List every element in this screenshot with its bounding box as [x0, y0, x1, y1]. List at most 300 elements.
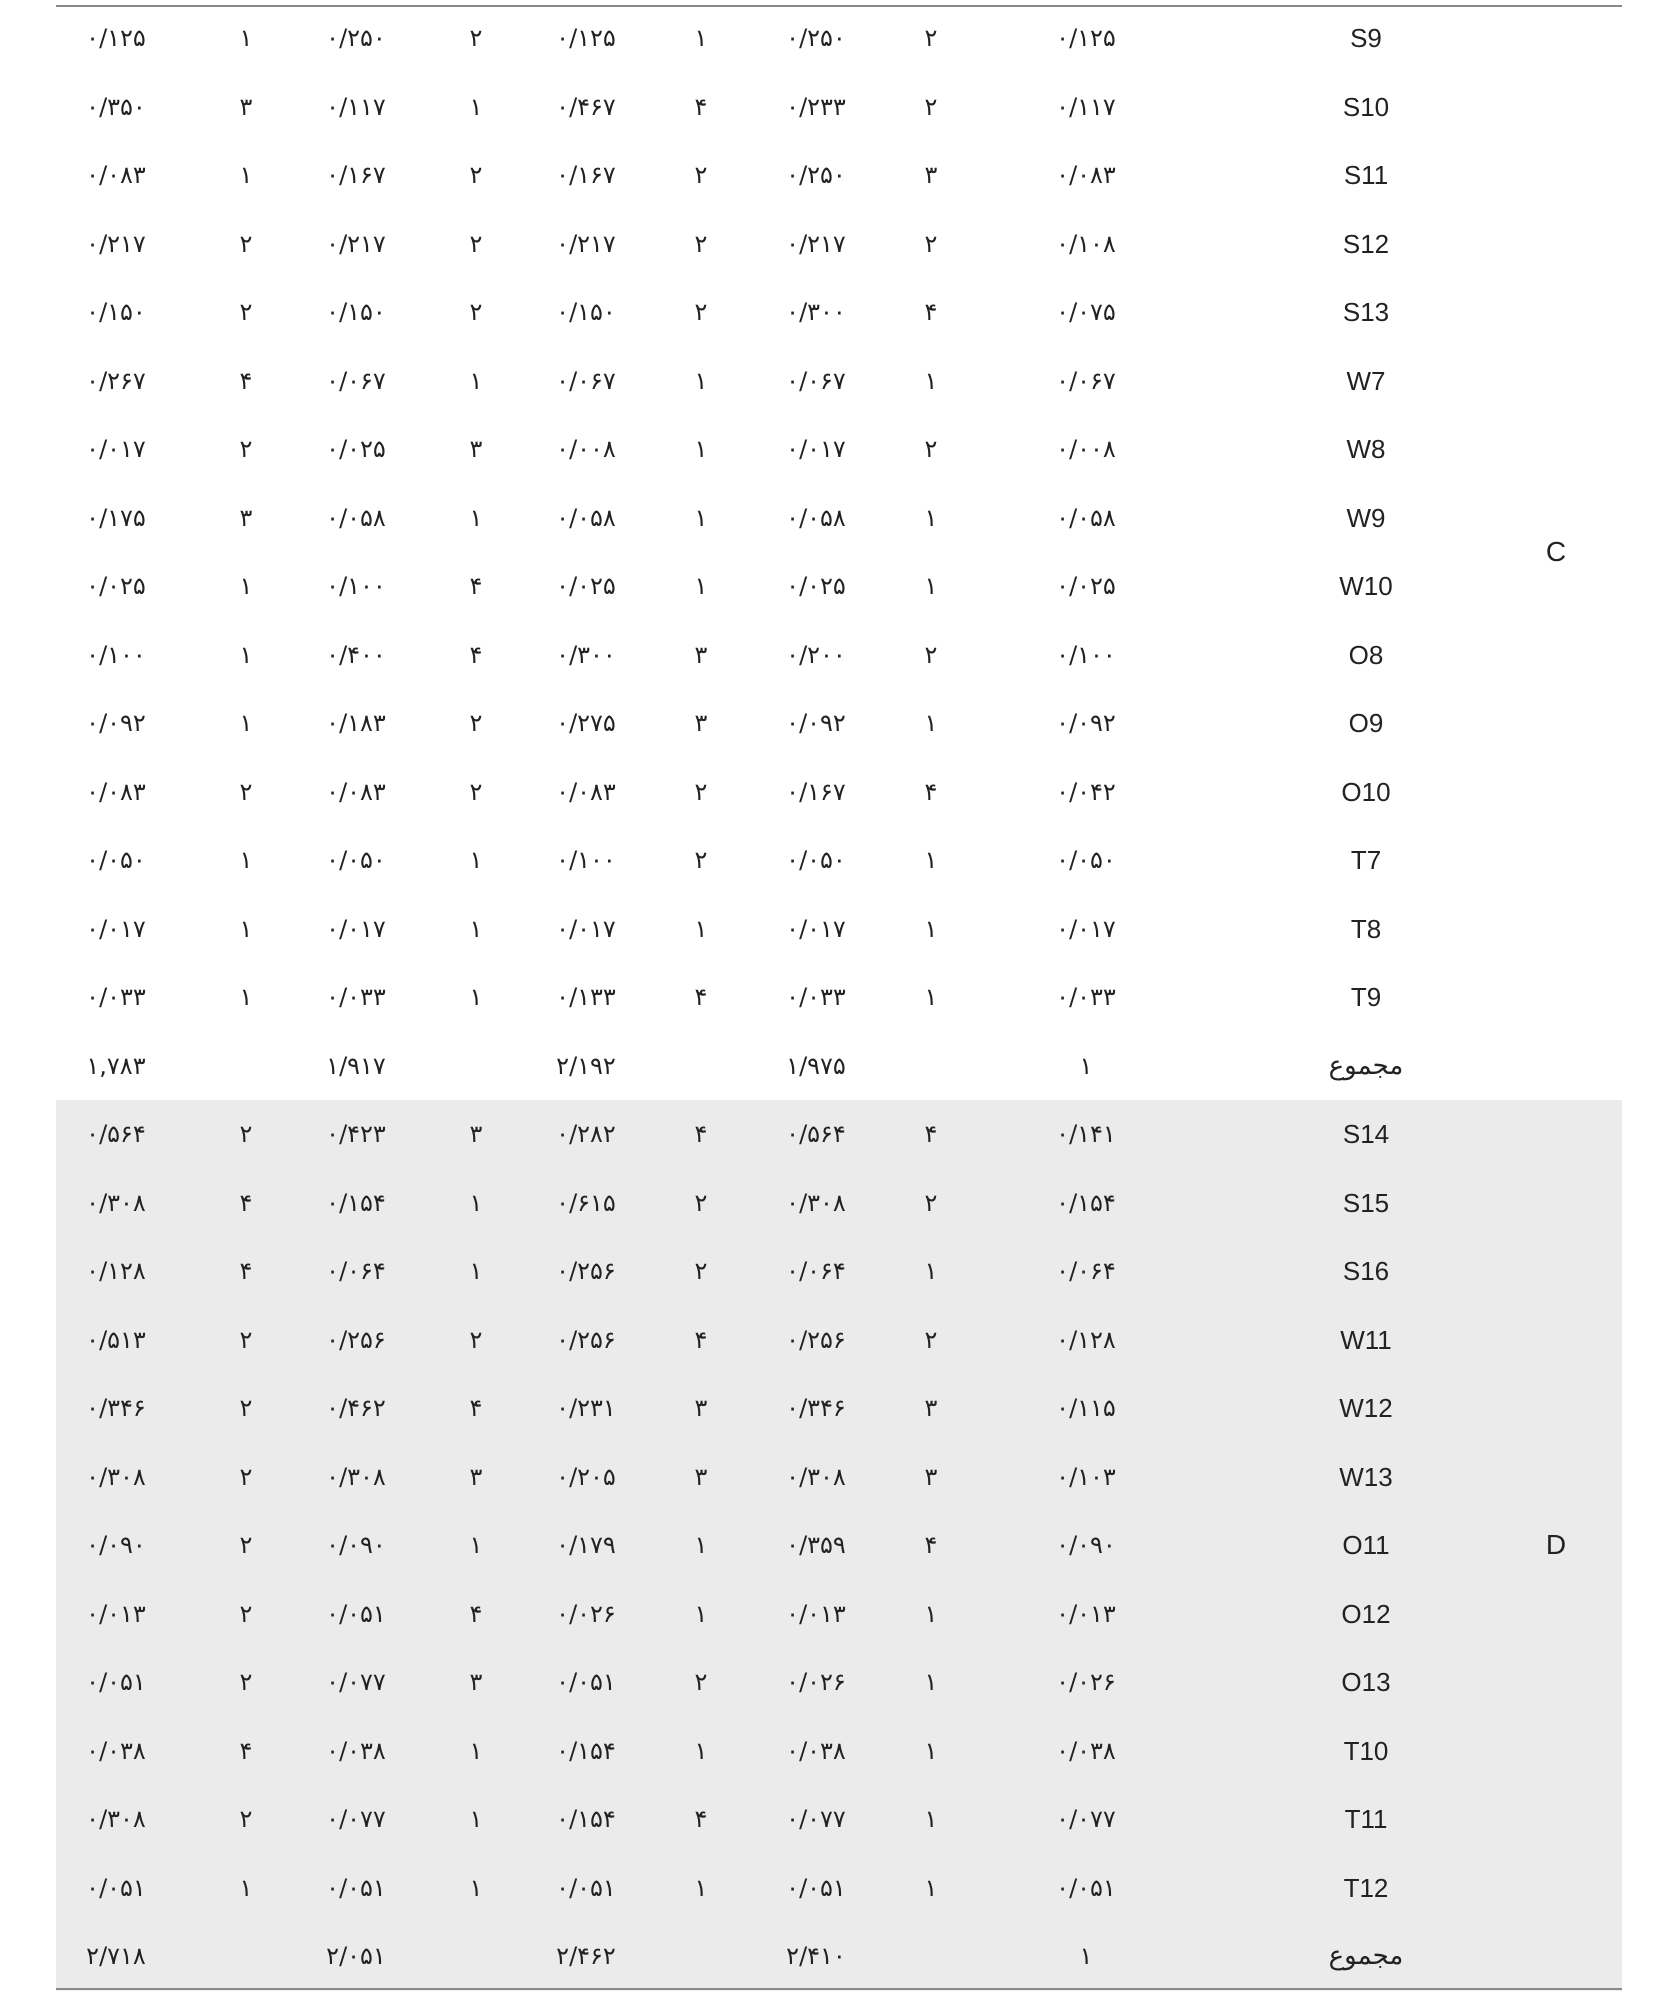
table-cell-r4: ۴	[239, 366, 253, 395]
table-cell-w: ۰/۰۶۷	[1056, 366, 1116, 395]
table-cell-r1: ۱	[924, 1257, 938, 1285]
table-row	[56, 4, 1622, 73]
table-cell-r4: ۲	[239, 1120, 253, 1148]
table-cell-factor: T11	[1344, 1804, 1388, 1834]
table-cell-s4: ۰/۰۲۵	[86, 572, 146, 600]
table-cell-r4: ۱	[239, 572, 253, 600]
table-cell-w: ۰/۱۱۷	[1056, 92, 1116, 121]
table-cell-s2: ۰/۱۵۰	[556, 298, 616, 326]
table-cell-s1: ۰/۲۵۰	[786, 24, 846, 52]
table-cell-factor: S15	[1342, 1187, 1390, 1218]
table-total-row	[56, 1922, 1622, 1991]
table-cell-factor: S10	[1342, 91, 1390, 122]
table-cell-s4: ۰/۱۵۰	[86, 298, 146, 326]
table-cell-s3: ۰/۳۰۸	[326, 1462, 386, 1491]
table-cell-s2: ۰/۰۵۸	[556, 503, 616, 532]
table-row	[56, 484, 1622, 553]
table-cell-s2: ۰/۲۱۷	[556, 229, 616, 258]
table-cell-r4: ۴	[239, 1257, 253, 1285]
table-cell-w: ۰/۰۲۵	[1056, 572, 1116, 600]
table-cell-s4: ۰/۰۱۷	[86, 435, 146, 463]
table-cell-r3: ۱	[469, 1531, 483, 1559]
table-cell-s3: ۰/۰۵۰	[326, 846, 386, 874]
table-cell-s1: ۰/۰۲۶	[786, 1668, 846, 1696]
table-cell-s3: ۰/۰۶۴	[326, 1257, 386, 1285]
table-cell-s2: ۰/۱۵۴	[556, 1805, 616, 1833]
table-cell-r1: ۱	[924, 572, 938, 600]
table-cell-s1: ۰/۰۱۷	[786, 914, 846, 943]
table-cell-s2: ۰/۰۲۶	[556, 1599, 616, 1628]
table-cell-r1: ۴	[924, 1531, 938, 1559]
table-row	[56, 621, 1622, 690]
table-cell-r4: ۲	[239, 777, 253, 806]
table-cell-s2: ۰/۲۵۶	[556, 1325, 616, 1354]
table-cell-s3: ۰/۰۷۷	[326, 1668, 386, 1696]
table-cell-r4: ۲	[239, 298, 253, 326]
table-cell-s4: ۰/۱۲۵	[86, 24, 146, 52]
table-cell-s3: ۰/۱۸۳	[326, 709, 386, 737]
table-cell-s2: ۲/۱۹۲	[556, 1051, 616, 1080]
table-cell-r2: ۴	[694, 983, 708, 1011]
table-cell-w: ۰/۰۳۳	[1056, 983, 1116, 1011]
table-cell-r3: ۴	[469, 1599, 483, 1628]
table-cell-r2: ۱	[694, 435, 708, 463]
table-cell-s1: ۰/۳۰۸	[786, 1188, 846, 1217]
table-cell-s2: ۰/۰۱۷	[556, 914, 616, 943]
table-cell-s4: ۰/۵۱۳	[86, 1325, 146, 1354]
table-row	[56, 758, 1622, 827]
table-cell-r3: ۱	[469, 92, 483, 121]
table-cell-s4: ۰/۰۹۲	[86, 709, 146, 737]
table-cell-r2: ۲	[694, 1668, 708, 1696]
table-cell-r1	[891, 1032, 971, 1101]
table-cell-s3: ۰/۲۱۷	[326, 229, 386, 258]
table-cell-s2: ۰/۲۷۵	[556, 709, 616, 737]
table-cell-w: ۰/۰۹۲	[1056, 709, 1116, 737]
table-cell-s2: ۲/۴۶۲	[556, 1942, 616, 1970]
table-row	[56, 1648, 1622, 1717]
table-cell-s4: ۰/۱۰۰	[86, 640, 146, 669]
table-row	[56, 347, 1622, 416]
table-cell-factor: W11	[1340, 1324, 1392, 1355]
table-cell-r3	[436, 1032, 516, 1101]
table-cell-s3: ۰/۱۵۴	[326, 1188, 386, 1217]
table-cell-w: ۰/۱۰۸	[1056, 229, 1116, 258]
table-cell-r4: ۲	[239, 229, 253, 258]
table-cell-r4: ۴	[239, 1736, 253, 1765]
table-cell-w: ۰/۱۲۸	[1056, 1325, 1116, 1354]
table-cell-s4: ۰/۰۸۳	[86, 161, 146, 189]
table-cell-w: ۰/۰۴۲	[1056, 777, 1116, 806]
table-row	[56, 689, 1622, 758]
table-cell-s3: ۰/۲۵۶	[326, 1325, 386, 1354]
table-cell-factor: مجموع	[1328, 1050, 1404, 1081]
table-row	[56, 1580, 1622, 1649]
table-cell-s2: ۰/۰۰۸	[556, 435, 616, 463]
table-cell-r4: ۲	[239, 1462, 253, 1491]
table-cell-w: ۰/۰۷۵	[1056, 298, 1116, 326]
table-cell-r2: ۱	[694, 366, 708, 395]
table-cell-s1: ۰/۳۴۶	[786, 1394, 846, 1422]
table-cell-r3: ۳	[469, 435, 483, 463]
table-cell-s3: ۰/۲۵۰	[326, 24, 386, 52]
table-cell-r4: ۱	[239, 846, 253, 874]
table-cell-s3: ۰/۰۶۷	[326, 366, 386, 395]
table-cell-r1: ۳	[924, 1394, 938, 1422]
table-cell-s4: ۱,۷۸۳	[86, 1051, 146, 1080]
table-cell-s1: ۰/۵۶۴	[786, 1120, 846, 1148]
table-cell-r3: ۲	[469, 229, 483, 258]
table-cell-s3: ۰/۰۷۷	[326, 1805, 386, 1833]
table-row	[56, 1237, 1622, 1306]
table-cell-r1: ۱	[924, 1668, 938, 1696]
table-cell-s2: ۰/۰۶۷	[556, 366, 616, 395]
table-cell-s2: ۰/۲۸۲	[556, 1120, 616, 1148]
table-bottom-rule	[56, 1988, 1622, 1990]
table-cell-r4: ۱	[239, 983, 253, 1011]
table-cell-s2: ۰/۱۷۹	[556, 1531, 616, 1559]
table-cell-r2: ۲	[694, 229, 708, 258]
table-cell-r1: ۱	[924, 1599, 938, 1628]
table-cell-r2: ۲	[694, 777, 708, 806]
table-cell-s1: ۰/۳۰۰	[786, 298, 846, 326]
table-cell-s4: ۰/۰۱۷	[86, 914, 146, 943]
table-cell-s2: ۰/۱۳۳	[556, 983, 616, 1011]
table-cell-s4: ۰/۰۳۸	[86, 1736, 146, 1765]
table-cell-r2: ۲	[694, 1257, 708, 1285]
table-cell-r4: ۱	[239, 640, 253, 669]
table-cell-s4: ۰/۲۶۷	[86, 366, 146, 395]
table-cell-s4: ۰/۰۵۱	[86, 1668, 146, 1696]
table-cell-w: ۰/۰۲۶	[1056, 1668, 1116, 1696]
table-cell-s2: ۰/۰۲۵	[556, 572, 616, 600]
table-cell-r2: ۴	[694, 1325, 708, 1354]
table-row	[56, 963, 1622, 1032]
table-cell-s3: ۰/۴۶۲	[326, 1394, 386, 1422]
table-cell-r2	[661, 1922, 741, 1991]
table-cell-r1: ۲	[924, 435, 938, 463]
table-cell-s1: ۰/۳۵۹	[786, 1531, 846, 1559]
table-cell-r4: ۲	[239, 1394, 253, 1422]
table-cell-w: ۰/۱۰۳	[1056, 1462, 1116, 1491]
table-cell-s4: ۰/۳۰۸	[86, 1805, 146, 1833]
table-cell-r2: ۲	[694, 161, 708, 189]
table-cell-s2: ۰/۱۰۰	[556, 846, 616, 874]
table-row	[56, 826, 1622, 895]
table-cell-s3: ۰/۴۰۰	[326, 640, 386, 669]
table-cell-w: ۰/۰۶۴	[1056, 1257, 1116, 1285]
table-cell-r2: ۳	[694, 1462, 708, 1491]
table-cell-r1: ۲	[924, 229, 938, 258]
table-cell-w: ۰/۰۹۰	[1056, 1531, 1116, 1559]
table-cell-r4: ۱	[239, 161, 253, 189]
table-cell-r2: ۱	[694, 572, 708, 600]
table-cell-r2: ۱	[694, 24, 708, 52]
table-cell-s1: ۰/۰۵۰	[786, 846, 846, 874]
table-cell-s2: ۰/۲۳۱	[556, 1394, 616, 1422]
table-cell-r3	[436, 1922, 516, 1991]
table-cell-r4: ۱	[239, 709, 253, 737]
table-cell-s1: ۰/۲۳۳	[786, 92, 846, 121]
table-cell-w: ۰/۱۵۴	[1056, 1188, 1116, 1217]
table-cell-r2: ۴	[694, 92, 708, 121]
table-row	[56, 278, 1622, 347]
table-cell-s3: ۰/۰۵۱	[326, 1873, 386, 1902]
table-cell-r3: ۱	[469, 1188, 483, 1217]
table-cell-r3: ۲	[469, 161, 483, 189]
table-cell-r4	[206, 1032, 286, 1101]
table-cell-r3: ۱	[469, 1736, 483, 1765]
table-cell-r1: ۲	[924, 1325, 938, 1354]
table-cell-factor: T7	[1350, 845, 1382, 875]
table-cell-r3: ۱	[469, 503, 483, 532]
table-cell-r4: ۳	[239, 503, 253, 532]
table-cell-factor: T12	[1343, 1872, 1389, 1903]
table-cell-w: ۰/۱۰۰	[1056, 640, 1116, 669]
table-cell-w: ۰/۰۸۳	[1056, 161, 1116, 189]
table-row	[56, 73, 1622, 142]
table-cell-s3: ۰/۰۵۸	[326, 503, 386, 532]
table-cell-r3: ۳	[469, 1462, 483, 1491]
table-cell-factor: T9	[1350, 982, 1382, 1012]
table-cell-s2: ۰/۱۵۴	[556, 1736, 616, 1765]
table-cell-s2: ۰/۳۰۰	[556, 640, 616, 669]
table-row	[56, 552, 1622, 621]
table-cell-r2: ۲	[694, 1188, 708, 1217]
table-cell-r3: ۲	[469, 24, 483, 52]
table-cell-r3: ۴	[469, 572, 483, 600]
table-cell-r1: ۴	[924, 298, 938, 326]
table-cell-r1: ۲	[924, 92, 938, 121]
table-cell-s1: ۲/۴۱۰	[786, 1942, 846, 1970]
table-cell-factor: T10	[1343, 1735, 1389, 1766]
table-cell-s4: ۲/۷۱۸	[86, 1942, 146, 1970]
table-row	[56, 1511, 1622, 1580]
table-cell-s4: ۰/۳۴۶	[86, 1394, 146, 1422]
table-cell-r2: ۱	[694, 1873, 708, 1902]
table-cell-s4: ۰/۰۳۳	[86, 983, 146, 1011]
table-cell-r2: ۱	[694, 914, 708, 943]
table-cell-factor: T8	[1350, 913, 1382, 944]
table-cell-s3: ۰/۴۲۳	[326, 1120, 386, 1148]
table-cell-w: ۰/۰۵۰	[1056, 846, 1116, 874]
table-cell-s1: ۰/۲۵۶	[786, 1325, 846, 1354]
table-cell-r1: ۳	[924, 161, 938, 189]
table-cell-s1: ۰/۰۶۷	[786, 366, 846, 395]
table-row	[56, 1717, 1622, 1786]
table-cell-r3: ۱	[469, 366, 483, 395]
table-cell-r4: ۱	[239, 1873, 253, 1902]
table-cell-r1: ۱	[924, 1873, 938, 1902]
table-cell-r4: ۲	[239, 1531, 253, 1559]
table-cell-s1: ۰/۰۳۸	[786, 1736, 846, 1765]
table-cell-factor: S16	[1342, 1256, 1390, 1286]
table-cell-r4: ۳	[239, 92, 253, 121]
table-cell-r1: ۱	[924, 983, 938, 1011]
table-cell-r4: ۲	[239, 1599, 253, 1628]
table-cell-r2: ۳	[694, 709, 708, 737]
table-cell-r2: ۴	[694, 1805, 708, 1833]
table-cell-s4: ۰/۰۸۳	[86, 777, 146, 806]
table-cell-factor: S12	[1342, 228, 1390, 259]
table-cell-r2	[661, 1032, 741, 1101]
table-cell-r3: ۲	[469, 298, 483, 326]
table-cell-w: ۰/۰۵۸	[1056, 503, 1116, 532]
table-cell-s4: ۰/۳۰۸	[86, 1188, 146, 1217]
table-cell-r4: ۲	[239, 435, 253, 463]
table-cell-r1: ۱	[924, 1805, 938, 1833]
table-cell-r3: ۴	[469, 1394, 483, 1422]
table-cell-s1: ۰/۰۵۸	[786, 503, 846, 532]
group-label: C	[1545, 536, 1567, 567]
table-cell-w: ۰/۱۱۵	[1056, 1394, 1116, 1422]
table-cell-r3: ۱	[469, 914, 483, 943]
table-cell-s2: ۰/۶۱۵	[556, 1188, 616, 1217]
table-cell-s4: ۰/۰۵۱	[86, 1873, 146, 1902]
table-cell-s3: ۰/۰۸۳	[326, 777, 386, 806]
table-cell-r1: ۱	[924, 914, 938, 943]
table-cell-s1: ۰/۰۹۲	[786, 709, 846, 737]
table-total-row	[56, 1032, 1622, 1101]
table-cell-s1: ۰/۰۳۳	[786, 983, 846, 1011]
table-cell-r1: ۳	[924, 1462, 938, 1491]
table-cell-s2: ۰/۰۸۳	[556, 777, 616, 806]
table-cell-r1: ۱	[924, 1736, 938, 1765]
group-label: D	[1545, 1529, 1567, 1561]
table-row	[56, 1854, 1622, 1923]
table-cell-s3: ۲/۰۵۱	[326, 1942, 386, 1970]
table-cell-factor: W10	[1339, 571, 1393, 601]
table-cell-s2: ۰/۲۰۵	[556, 1462, 616, 1491]
table-cell-s2: ۰/۱۶۷	[556, 161, 616, 189]
table-cell-w: ۰/۰۱۳	[1056, 1599, 1116, 1628]
table-cell-r2: ۲	[694, 846, 708, 874]
table-cell-s1: ۱/۹۷۵	[786, 1051, 846, 1080]
table-cell-factor: W12	[1339, 1393, 1393, 1423]
table-cell-s1: ۰/۳۰۸	[786, 1462, 846, 1491]
table-cell-r2: ۴	[694, 1120, 708, 1148]
table-cell-factor: W13	[1339, 1461, 1393, 1492]
table-cell-r3: ۱	[469, 983, 483, 1011]
table-cell-r3: ۱	[469, 846, 483, 874]
table-cell-s4: ۰/۰۵۰	[86, 846, 146, 874]
table-cell-r3: ۴	[469, 640, 483, 669]
table-cell-r2: ۳	[694, 640, 708, 669]
table-cell-r1: ۴	[924, 777, 938, 806]
table-cell-w: ۰/۱۲۵	[1056, 24, 1116, 52]
table-cell-w: ۰/۰۰۸	[1056, 435, 1116, 463]
table-cell-s1: ۰/۲۵۰	[786, 161, 846, 189]
table-cell-s3: ۰/۰۵۱	[326, 1599, 386, 1628]
table-cell-s3: ۱/۹۱۷	[326, 1051, 386, 1080]
table-cell-r3: ۱	[469, 1805, 483, 1833]
table-cell-r3: ۳	[469, 1120, 483, 1148]
table-cell-r3: ۳	[469, 1668, 483, 1696]
table-cell-factor: W7	[1346, 365, 1386, 396]
table-cell-r4: ۲	[239, 1805, 253, 1833]
table-cell-s4: ۰/۳۰۸	[86, 1462, 146, 1491]
table-cell-r4: ۱	[239, 914, 253, 943]
table-cell-factor: O11	[1342, 1530, 1390, 1560]
table-cell-r1: ۱	[924, 709, 938, 737]
table-row	[56, 1785, 1622, 1854]
table-cell-factor: مجموع	[1328, 1941, 1404, 1971]
table-cell-r2: ۲	[694, 298, 708, 326]
table-cell-r2: ۱	[694, 1599, 708, 1628]
table-cell-factor: O10	[1341, 776, 1391, 807]
table-cell-s1: ۰/۰۱۳	[786, 1599, 846, 1628]
table-group	[56, 4, 1622, 1100]
table-cell-w: ۰/۰۵۱	[1056, 1873, 1116, 1902]
table-cell-factor: O8	[1348, 639, 1384, 670]
table-cell-s4: ۰/۵۶۴	[86, 1120, 146, 1148]
table-cell-s2: ۰/۴۶۷	[556, 92, 616, 121]
table-cell-w: ۱	[1079, 1942, 1093, 1970]
table-cell-r3: ۲	[469, 709, 483, 737]
table-cell-s2: ۰/۲۵۶	[556, 1257, 616, 1285]
table-cell-s3: ۰/۱۱۷	[326, 92, 386, 121]
table-cell-s3: ۰/۰۳۸	[326, 1736, 386, 1765]
table-cell-s1: ۰/۲۰۰	[786, 640, 846, 669]
table-cell-factor: O12	[1341, 1598, 1391, 1629]
table-cell-w: ۰/۰۷۷	[1056, 1805, 1116, 1833]
table-row	[56, 210, 1622, 279]
table-cell-s4: ۰/۱۷۵	[86, 503, 146, 532]
table-cell-s3: ۰/۰۱۷	[326, 914, 386, 943]
table-cell-r4	[206, 1922, 286, 1991]
table-row	[56, 1306, 1622, 1375]
table-cell-w: ۰/۰۳۸	[1056, 1736, 1116, 1765]
table-cell-r1: ۲	[924, 24, 938, 52]
table-cell-s1: ۰/۲۱۷	[786, 229, 846, 258]
table-row	[56, 1374, 1622, 1443]
table-cell-r3: ۱	[469, 1257, 483, 1285]
table-cell-r3: ۲	[469, 1325, 483, 1354]
table-cell-r2: ۱	[694, 1736, 708, 1765]
table-cell-r2: ۱	[694, 503, 708, 532]
table-cell-s1: ۰/۱۶۷	[786, 777, 846, 806]
table-cell-s2: ۰/۰۵۱	[556, 1873, 616, 1902]
table-cell-s4: ۰/۱۲۸	[86, 1257, 146, 1285]
table-cell-s1: ۰/۰۱۷	[786, 435, 846, 463]
table-cell-r1: ۴	[924, 1120, 938, 1148]
table-cell-factor: W8	[1346, 434, 1386, 464]
table-cell-r1: ۱	[924, 366, 938, 395]
table-cell-s1: ۰/۰۵۱	[786, 1873, 846, 1902]
table-cell-s3: ۰/۰۲۵	[326, 435, 386, 463]
table-row	[56, 1100, 1622, 1169]
table-cell-factor: S9	[1350, 23, 1382, 53]
table-cell-s4: ۰/۳۵۰	[86, 92, 146, 121]
table-cell-s2: ۰/۱۲۵	[556, 24, 616, 52]
table-cell-factor: S11	[1343, 160, 1389, 190]
table-cell-s4: ۰/۰۱۳	[86, 1599, 146, 1628]
table-cell-s3: ۰/۰۳۳	[326, 983, 386, 1011]
table-cell-factor: S13	[1342, 297, 1390, 327]
table-row	[56, 1443, 1622, 1512]
table-cell-r3: ۱	[469, 1873, 483, 1902]
table-cell-s4: ۰/۰۹۰	[86, 1531, 146, 1559]
table-cell-s3: ۰/۱۰۰	[326, 572, 386, 600]
table-cell-r2: ۳	[694, 1394, 708, 1422]
table-group	[56, 1100, 1622, 1991]
table-cell-s2: ۰/۰۵۱	[556, 1668, 616, 1696]
table-cell-s3: ۰/۰۹۰	[326, 1531, 386, 1559]
table-cell-r3: ۲	[469, 777, 483, 806]
table-cell-w: ۰/۰۱۷	[1056, 914, 1116, 943]
table-row	[56, 141, 1622, 210]
table-cell-w: ۱	[1079, 1051, 1093, 1080]
